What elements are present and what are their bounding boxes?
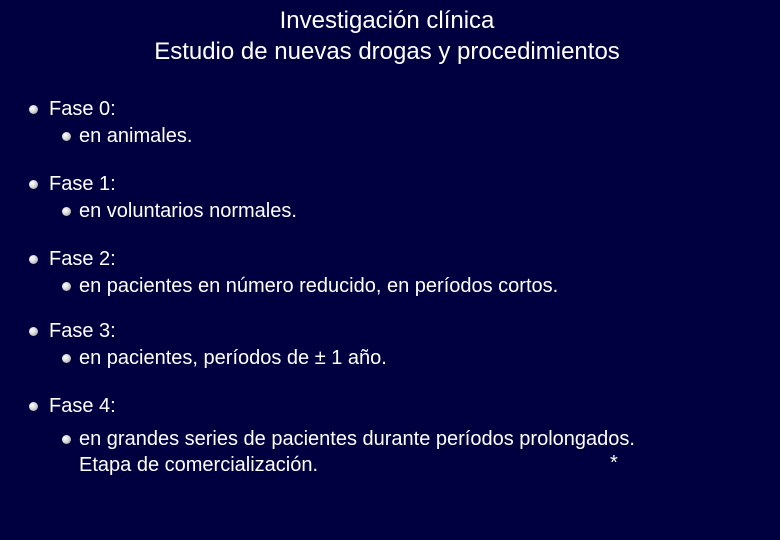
sub-bullet-icon [62,354,71,363]
phase-4-label: Fase 4: [49,395,116,417]
phase-2-detail-item [79,273,558,299]
sub-bullet-icon [62,207,71,216]
phase-4-extra: Etapa de comercialización. [79,454,319,476]
bullet-icon [29,255,38,264]
phase-1-detail-item [79,198,297,224]
phase-3-item [49,318,116,344]
phase-4-item [49,393,116,419]
phase-2-label: Fase 2: [49,248,116,270]
phase-1-label: Fase 1: [49,173,116,195]
slide-subtitle: Estudio de nuevas drogas y procedimientos [154,38,620,65]
phase-4-detail: en grandes series de pacientes durante períodos prolongados. [79,428,635,450]
phase-0-detail-item [79,123,192,149]
slide-title: Investigación clínica [279,7,495,34]
phase-2-item [49,246,116,272]
bullet-icon [29,180,38,189]
sub-bullet-icon [62,282,71,291]
bullet-icon [29,105,38,114]
phase-3-detail: en pacientes, períodos de ± 1 año. [79,347,387,369]
footnote-asterisk: * [610,452,618,474]
phase-0-item [49,96,116,122]
phase-4-extra-item [79,452,318,478]
phase-1-detail: en voluntarios normales. [79,200,297,222]
phase-2-detail: en pacientes en número reducido, en períodos cortos. [79,275,559,297]
bullet-icon [29,402,38,411]
phase-0-detail: en animales. [79,125,193,147]
phase-3-detail-item [79,345,387,371]
sub-bullet-icon [62,132,71,141]
phase-1-item [49,171,116,197]
phase-4-detail-item [79,426,635,452]
sub-bullet-icon [62,435,71,444]
phase-3-label: Fase 3: [49,320,116,342]
phase-0-label: Fase 0: [49,98,116,120]
bullet-icon [29,327,38,336]
